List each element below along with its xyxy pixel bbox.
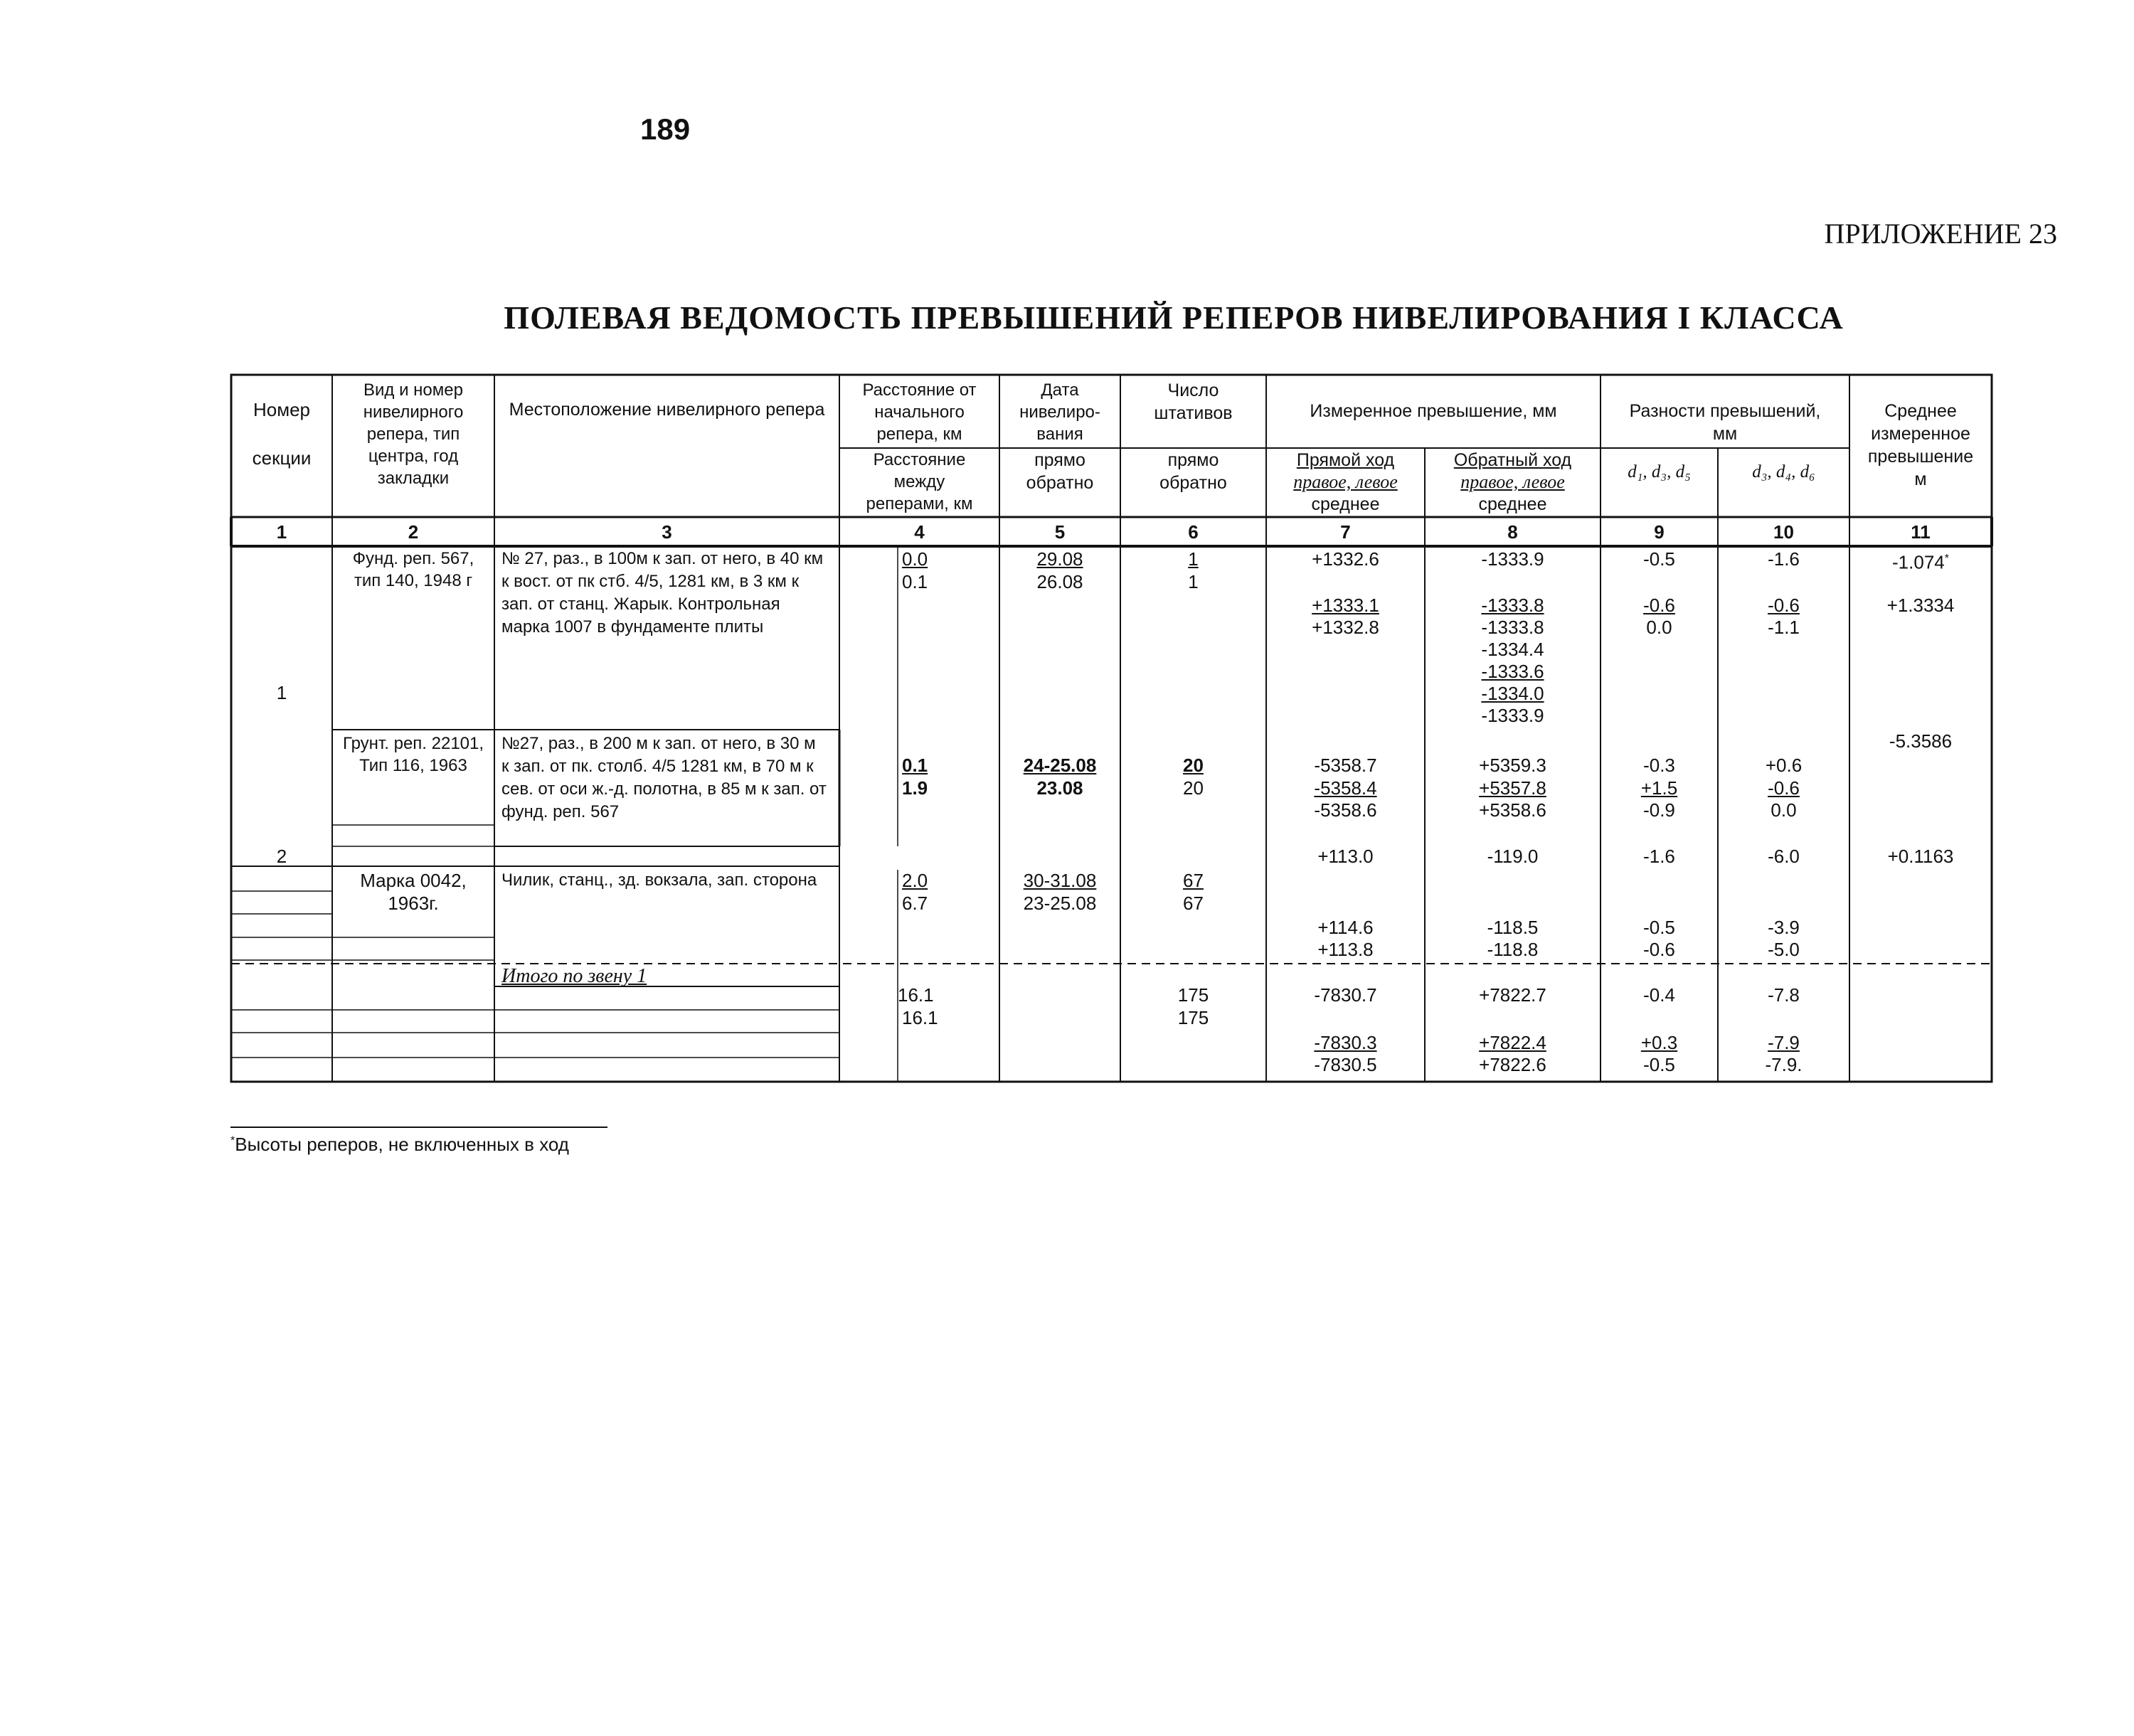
benchmark-3-diff-9a: -0.5 xyxy=(1643,917,1675,938)
benchmark-2-tripods-backward: 20 xyxy=(1183,777,1204,799)
benchmark-1-type: Фунд. реп. 567, тип 140, 1948 г xyxy=(352,549,474,590)
benchmark-2-diff-9b-value: +1.5 xyxy=(1640,777,1678,799)
benchmark-1-distance-between: 0.1 xyxy=(902,571,928,592)
header-forward-right-left xyxy=(1266,471,1425,494)
header-forward-right-left-text: правое, левое xyxy=(1293,472,1398,492)
benchmark-1-footnote-mark: * xyxy=(1944,553,1949,565)
benchmark-2-diff-10b-value: -0.6 xyxy=(1768,777,1800,799)
benchmark-2-backward-left-value: +5357.8 xyxy=(1479,777,1546,799)
benchmark-1-diff-10c: -1.1 xyxy=(1768,617,1800,638)
benchmark-1-backward-4: -1334.4 xyxy=(1481,639,1544,660)
benchmark-1-diff-9b xyxy=(1600,594,1718,617)
total-tripods-forward: 175 xyxy=(1177,984,1209,1006)
benchmark-2-distance-between: 1.9 xyxy=(902,777,928,799)
header-backward-run xyxy=(1425,449,1600,472)
total-diff-9a: -0.4 xyxy=(1643,984,1675,1006)
benchmark-2-location: №27, раз., в 200 м к зап. от него, в 30 м к зап. от пк. столб. 4/5 1281 км, в 70 м к сев. от оси ж.-д. полотна, в 85 м к зап. от фунд. реп. 567 xyxy=(501,734,827,821)
header-measured-elevation: Измеренное превышение, мм xyxy=(1310,401,1557,421)
benchmark-3-forward-2: +113.8 xyxy=(1317,939,1374,960)
benchmark-3-date-forward xyxy=(999,869,1120,892)
benchmark-1-distance-start xyxy=(902,548,928,570)
benchmark-3-tripods-forward-value: 67 xyxy=(1183,870,1204,891)
benchmark-2-date-backward: 23.08 xyxy=(1036,777,1083,799)
benchmark-1-backward-6 xyxy=(1425,682,1600,705)
col-number-2: 2 xyxy=(408,521,419,543)
total-backward-left xyxy=(1425,1031,1600,1054)
benchmark-1-backward-6-value: -1334.0 xyxy=(1481,683,1544,704)
benchmark-3-distance-start xyxy=(902,869,928,892)
benchmark-3-type: Марка 0042, 1963г. xyxy=(360,870,467,914)
benchmark-1-distance-start-value: 0.0 xyxy=(902,548,928,570)
total-diff-10b-value: -7.9 xyxy=(1768,1032,1800,1053)
col-number-4: 4 xyxy=(914,521,925,543)
header-tripods-direction: прямо обратно xyxy=(1159,450,1227,493)
col-number-11: 11 xyxy=(1911,521,1931,543)
benchmark-1-backward-3: -1333.8 xyxy=(1481,617,1544,638)
total-backward-left-value: +7822.4 xyxy=(1479,1032,1546,1053)
benchmark-1-backward-1: -1333.9 xyxy=(1481,548,1544,570)
col-number-3: 3 xyxy=(662,521,672,543)
benchmark-2-distance-start-value: 0.1 xyxy=(902,755,928,776)
total-diff-10a: -7.8 xyxy=(1768,984,1800,1006)
benchmark-2-date-forward xyxy=(999,754,1120,777)
benchmark-3-location: Чилик, станц., зд. вокзала, зап. сторона xyxy=(501,870,817,890)
benchmark-1-diff-9b-value: -0.6 xyxy=(1643,595,1675,616)
header-location: Местоположение нивелирного репера xyxy=(509,400,825,420)
col-number-10: 10 xyxy=(1773,521,1794,543)
col-number-1: 1 xyxy=(276,521,287,543)
header-number: Номер xyxy=(253,399,311,420)
benchmark-1-backward-2-value: -1333.8 xyxy=(1481,595,1544,616)
footnote-text: Высоты реперов, не включенных в ход xyxy=(235,1134,569,1155)
benchmark-2-backward-mean: +5358.6 xyxy=(1479,799,1546,821)
benchmark-2-backward-left xyxy=(1425,777,1600,799)
total-forward-left-value: -7830.3 xyxy=(1314,1032,1377,1053)
benchmark-3-tripods-forward xyxy=(1120,869,1266,892)
section-2-backward: -119.0 xyxy=(1487,846,1539,867)
section-2-mean-elevation: +0.1163 xyxy=(1887,846,1954,867)
col-number-9: 9 xyxy=(1654,521,1665,543)
total-diff-9c: -0.5 xyxy=(1643,1054,1675,1075)
header-d135: d₁, d₃, d₅ xyxy=(1628,462,1691,481)
benchmark-1-tripods-forward xyxy=(1120,548,1266,570)
benchmark-1-tripods-forward-value: 1 xyxy=(1188,548,1199,570)
total-forward-mean: -7830.5 xyxy=(1314,1054,1377,1075)
total-forward-left xyxy=(1266,1031,1425,1054)
section-2-diff-9: -1.6 xyxy=(1643,846,1675,867)
benchmark-3-forward-1: +114.6 xyxy=(1317,917,1374,938)
total-label-text: Итого по звену 1 xyxy=(501,965,647,987)
total-forward-right: -7830.7 xyxy=(1314,984,1377,1006)
benchmark-3-backward-2: -118.8 xyxy=(1487,939,1539,960)
header-forward-run xyxy=(1266,449,1425,472)
col-number-8: 8 xyxy=(1507,521,1518,543)
benchmark-1-tripods-backward: 1 xyxy=(1188,571,1199,592)
benchmark-2-forward-left-value: -5358.4 xyxy=(1314,777,1377,799)
header-d346: d₃, d₄, d₆ xyxy=(1752,462,1815,481)
total-distance-between: 16.1 xyxy=(902,1007,938,1028)
benchmark-3-distance-start-value: 2.0 xyxy=(902,870,928,891)
benchmark-2-forward-mean: -5358.6 xyxy=(1314,799,1377,821)
section-1-mean-elevation: +1.3334 xyxy=(1886,595,1955,616)
total-label xyxy=(501,965,647,988)
footnote-rule xyxy=(230,1127,607,1128)
benchmark-1-date-forward xyxy=(999,548,1120,570)
benchmark-2-diff-9b xyxy=(1600,777,1718,799)
total-backward-right: +7822.7 xyxy=(1479,984,1546,1006)
total-diff-10c: -7.9. xyxy=(1765,1054,1803,1075)
header-date: Дата нивелиро- вания xyxy=(1019,380,1100,444)
benchmark-2-diff-9a: -0.3 xyxy=(1643,755,1675,776)
header-distance-start: Расстояние от начального репера, км xyxy=(862,380,977,444)
header-benchmark-type: Вид и номер нивелирного репера, тип центра, год закладки xyxy=(363,380,464,488)
benchmark-2-diff-9c: -0.9 xyxy=(1643,799,1675,821)
header-backward-right-left xyxy=(1425,471,1600,494)
col-number-6: 6 xyxy=(1188,521,1199,543)
benchmark-2-backward-right: +5359.3 xyxy=(1479,755,1546,776)
benchmark-1-backward-5 xyxy=(1425,660,1600,683)
header-forward-mean: среднее xyxy=(1311,494,1380,514)
total-diff-9b-value: +0.3 xyxy=(1640,1032,1678,1053)
section-number-2: 2 xyxy=(276,846,287,867)
header-backward-right-left-text: правое, левое xyxy=(1460,472,1565,492)
benchmark-1-backward-5-value: -1333.6 xyxy=(1481,661,1544,682)
benchmark-1-backward-7: -1333.9 xyxy=(1481,705,1544,726)
benchmark-1-date-backward: 26.08 xyxy=(1036,571,1083,592)
appendix-label: ПРИЛОЖЕНИЕ 23 xyxy=(1824,218,2057,250)
total-tripods-backward: 175 xyxy=(1177,1007,1209,1028)
header-forward-run-title: Прямой ход xyxy=(1296,450,1395,470)
benchmark-2-diff-10b xyxy=(1718,777,1849,799)
section-2-diff-10: -6.0 xyxy=(1768,846,1800,867)
benchmark-1-diff-9c: 0.0 xyxy=(1646,617,1672,638)
section-number-1: 1 xyxy=(276,682,287,703)
benchmark-2-diff-10a: +0.6 xyxy=(1765,755,1803,776)
total-distance-start: 16.1 xyxy=(898,984,934,1006)
col-number-5: 5 xyxy=(1054,521,1066,543)
benchmark-3-diff-9b: -0.6 xyxy=(1643,939,1675,960)
benchmark-1-diff-10b xyxy=(1718,594,1849,617)
benchmark-1-diff-10a: -1.6 xyxy=(1768,548,1800,570)
benchmark-2-forward-left xyxy=(1266,777,1425,799)
benchmark-3-date-forward-value: 30-31.08 xyxy=(1023,870,1097,891)
benchmark-2-mean-height: -5.3586 xyxy=(1889,730,1953,752)
document-title-text: ПОЛЕВАЯ ВЕДОМОСТЬ ПРЕВЫШЕНИЙ РЕПЕРОВ НИВЕЛИРОВАНИЯ I КЛАССА xyxy=(504,299,1844,336)
section-2-forward: +113.0 xyxy=(1317,846,1374,867)
header-mean-elevation: Среднее измеренное превышение м xyxy=(1867,401,1974,489)
page-number: 189 xyxy=(640,112,691,146)
benchmark-1-backward-2 xyxy=(1425,594,1600,617)
total-diff-9b xyxy=(1600,1031,1718,1054)
benchmark-1-forward-left xyxy=(1266,594,1425,617)
benchmark-2-date-forward-value: 24-25.08 xyxy=(1023,755,1097,776)
benchmark-3-diff-10b: -5.0 xyxy=(1768,939,1800,960)
benchmark-3-distance-between: 6.7 xyxy=(902,893,928,914)
benchmark-3-tripods-backward: 67 xyxy=(1183,893,1204,914)
benchmark-1-forward-right: +1332.6 xyxy=(1312,548,1379,570)
benchmark-1-diff-10b-value: -0.6 xyxy=(1768,595,1800,616)
header-tripods: Число штативов xyxy=(1154,380,1233,423)
benchmark-2-type: Грунт. реп. 22101, Тип 116, 1963 xyxy=(342,734,484,775)
header-date-direction: прямо обратно xyxy=(1026,450,1094,493)
benchmark-1-date-forward-value: 29.08 xyxy=(1036,548,1083,570)
benchmark-1-location: № 27, раз., в 100м к зап. от него, в 40 км к вост. от пк стб. 4/5, 1281 км, в 3 км к зап. от станц. Жарык. Контрольная марка 1007 в фундаменте плиты xyxy=(501,549,824,637)
benchmark-2-tripods-forward xyxy=(1120,754,1266,777)
header-differences: Разности превышений, мм xyxy=(1629,401,1821,444)
benchmark-1-diff-9a: -0.5 xyxy=(1643,548,1675,570)
benchmark-1-forward-mean: +1332.8 xyxy=(1312,617,1379,638)
benchmark-1-forward-left-value: +1333.1 xyxy=(1312,595,1379,616)
benchmark-2-forward-right: -5358.7 xyxy=(1314,755,1377,776)
benchmark-1-mean-height xyxy=(1849,548,1992,574)
benchmark-3-backward-1: -118.5 xyxy=(1487,917,1539,938)
benchmark-3-diff-10a: -3.9 xyxy=(1768,917,1800,938)
header-backward-run-title: Обратный ход xyxy=(1453,450,1572,470)
header-distance-between: Расстояние между реперами, км xyxy=(866,450,973,513)
benchmark-3-date-backward: 23-25.08 xyxy=(1023,893,1097,914)
benchmark-2-tripods-forward-value: 20 xyxy=(1183,755,1204,776)
col-number-7: 7 xyxy=(1340,521,1351,543)
footnote xyxy=(230,1134,569,1156)
benchmark-1-mean-height-value: -1.074 xyxy=(1892,551,1945,573)
total-diff-10b xyxy=(1718,1031,1849,1054)
benchmark-2-diff-10c: 0.0 xyxy=(1771,799,1797,821)
footnote-mark: * xyxy=(230,1134,235,1147)
total-backward-mean: +7822.6 xyxy=(1479,1054,1546,1075)
header-section: секции xyxy=(252,447,312,469)
benchmark-2-distance-start xyxy=(902,754,928,777)
header-backward-mean: среднее xyxy=(1478,494,1547,514)
